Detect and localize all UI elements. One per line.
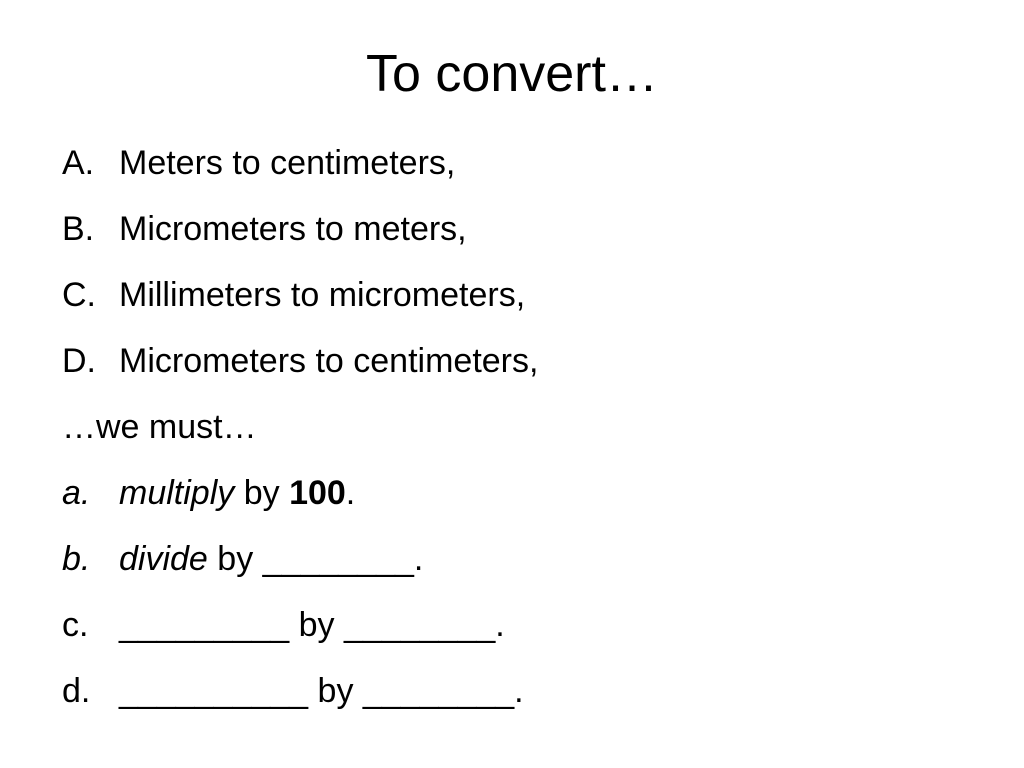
answer-verb: multiply [119, 474, 235, 512]
conversion-item-b [62, 196, 982, 262]
list-text: Micrometers to meters, [119, 210, 467, 248]
transition-text: …we must… [62, 408, 257, 446]
slide-content [62, 130, 982, 724]
list-marker: b. [62, 540, 91, 578]
answer-end: . [345, 474, 356, 512]
list-marker: A. [62, 144, 95, 182]
answer-verb: divide [119, 540, 208, 578]
answer-text: __________ by ________. [119, 672, 524, 710]
list-text: Meters to centimeters, [119, 144, 456, 182]
conversion-item-c [62, 262, 982, 328]
answer-value: 100 [289, 474, 346, 512]
answer-rest: by ________. [207, 540, 424, 578]
list-marker: d. [62, 672, 91, 710]
conversion-item-a [62, 130, 982, 196]
list-marker: a. [62, 474, 91, 512]
slide-title: To convert… [366, 45, 658, 103]
list-text: Millimeters to micrometers, [119, 276, 526, 314]
answer-item-d [62, 658, 982, 724]
answer-text [119, 460, 355, 526]
answer-item-b [62, 526, 982, 592]
list-marker: D. [62, 342, 96, 380]
conversion-item-d [62, 328, 982, 394]
answer-by: by [234, 474, 290, 512]
answer-item-c [62, 592, 982, 658]
list-marker: B. [62, 210, 95, 248]
answer-item-a [62, 460, 982, 526]
list-marker: C. [62, 276, 96, 314]
list-text: Micrometers to centimeters, [119, 342, 539, 380]
answer-text [119, 526, 423, 592]
list-marker: c. [62, 606, 89, 644]
transition-line [62, 394, 982, 460]
answer-text: _________ by ________. [119, 606, 505, 644]
